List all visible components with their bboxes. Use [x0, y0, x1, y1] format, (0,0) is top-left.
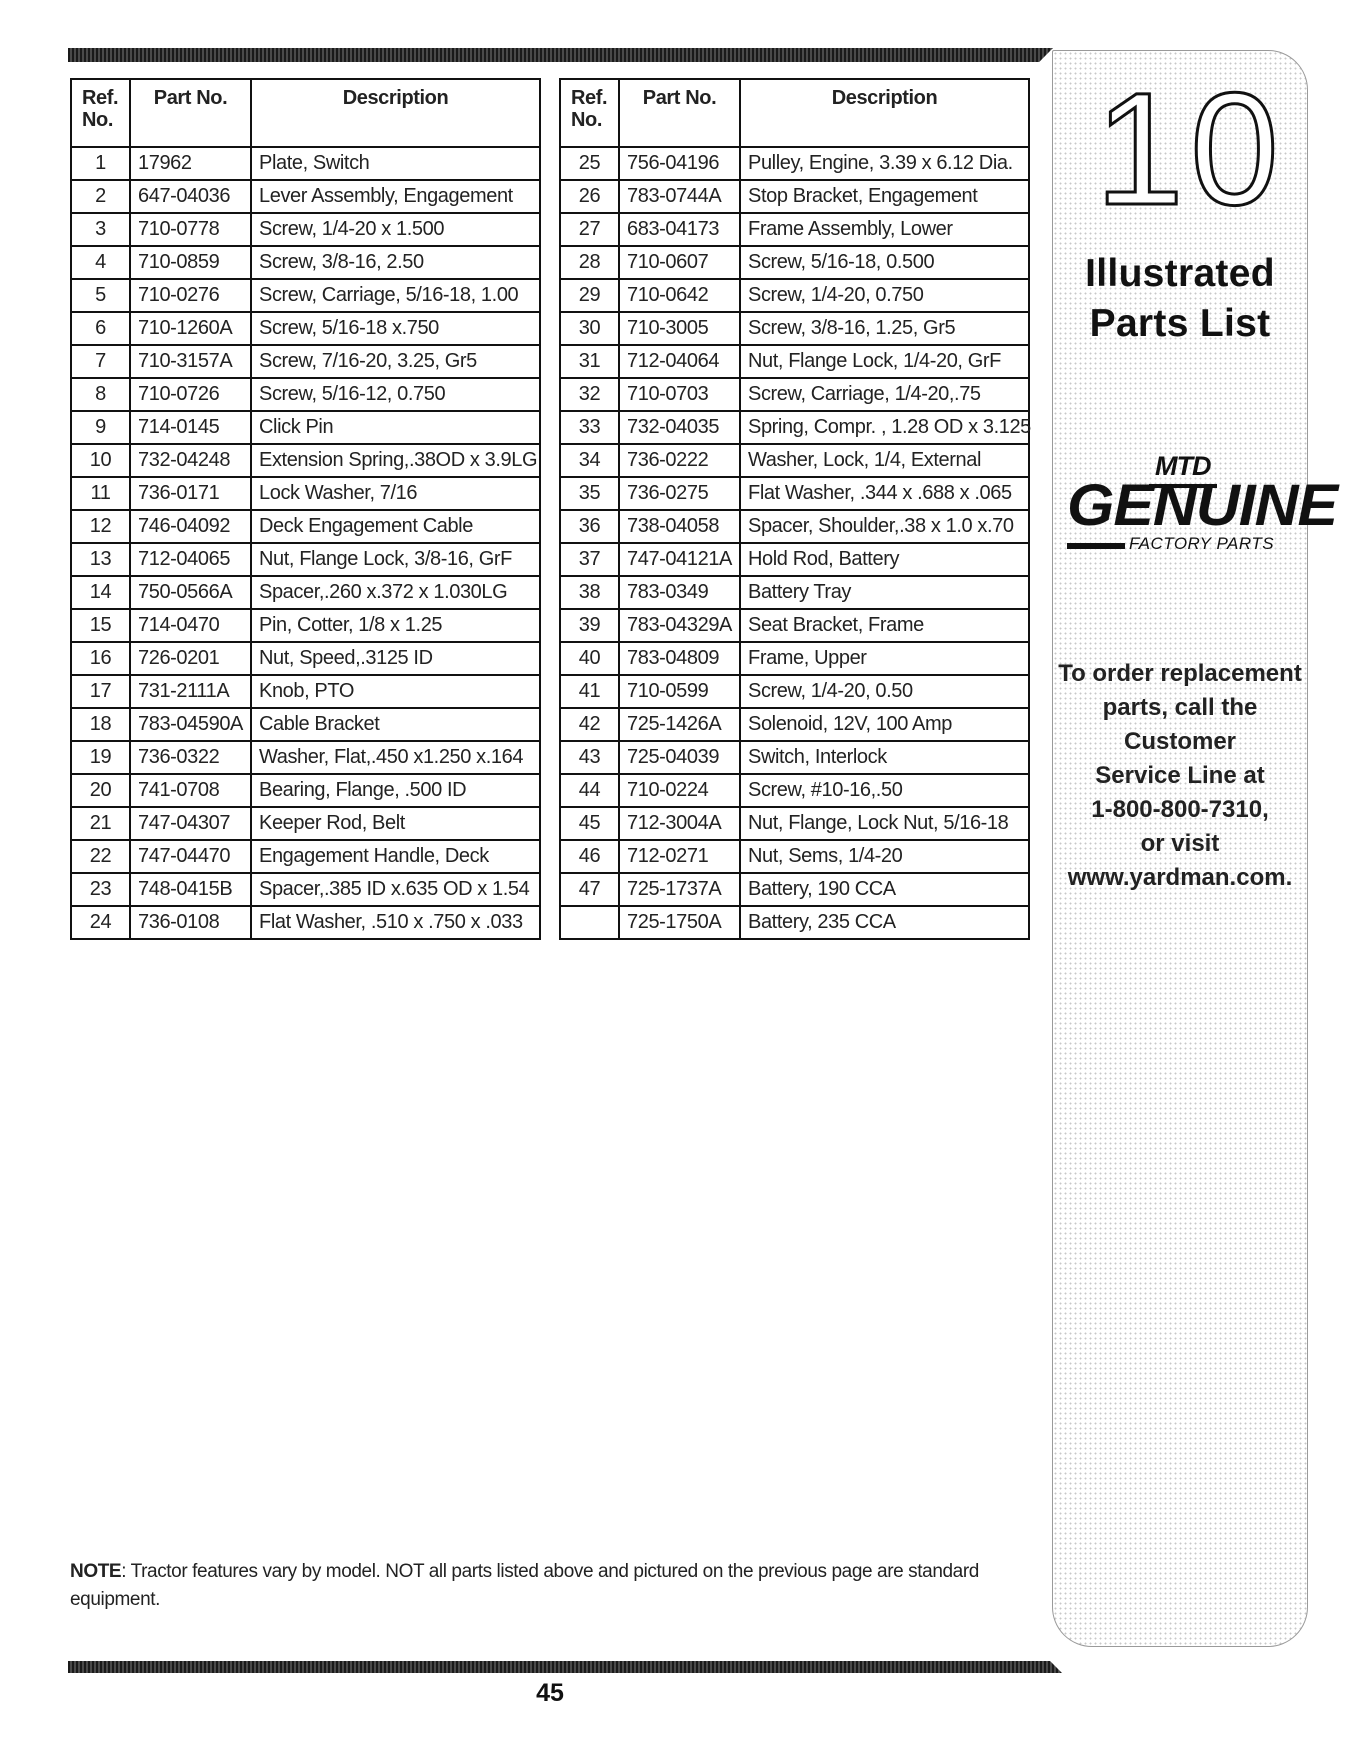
sidebar-title-line2: Parts List	[1089, 302, 1271, 345]
ref-no-cell: 36	[560, 510, 619, 543]
part-no-cell: 756-04196	[619, 147, 740, 180]
table-row	[71, 576, 540, 609]
ref-no-cell: 2	[71, 180, 130, 213]
table-row	[560, 642, 1029, 675]
part-no-cell: 738-04058	[619, 510, 740, 543]
website-link[interactable]: www.yardman.com.	[1067, 864, 1293, 891]
part-no-cell: 17962	[130, 147, 251, 180]
description-cell: Screw, 1/4-20, 0.50	[740, 675, 1029, 708]
table-row	[560, 576, 1029, 609]
part-no-cell: 746-04092	[130, 510, 251, 543]
part-no-cell: 647-04036	[130, 180, 251, 213]
ref-no-cell: 1	[71, 147, 130, 180]
ref-no-cell: 28	[560, 246, 619, 279]
ref-no-header: Ref. No.	[560, 79, 619, 147]
part-no-cell: 710-0642	[619, 279, 740, 312]
part-no-cell: 710-0599	[619, 675, 740, 708]
part-no-header: Part No.	[130, 79, 251, 147]
part-no-cell: 731-2111A	[130, 675, 251, 708]
part-no-cell: 736-0222	[619, 444, 740, 477]
ref-no-cell	[560, 906, 619, 939]
ref-no-cell: 38	[560, 576, 619, 609]
part-no-cell: 736-0171	[130, 477, 251, 510]
description-cell: Screw, 7/16-20, 3.25, Gr5	[251, 345, 540, 378]
order-line: or visit	[1140, 830, 1220, 857]
description-cell: Flat Washer, .344 x .688 x .065	[740, 477, 1029, 510]
description-cell: Spacer,.260 x.372 x 1.030LG	[251, 576, 540, 609]
ref-no-cell: 17	[71, 675, 130, 708]
table-row	[71, 642, 540, 675]
ref-no-cell: 12	[71, 510, 130, 543]
part-no-cell: 725-1426A	[619, 708, 740, 741]
table-row	[71, 708, 540, 741]
table-row	[560, 906, 1029, 939]
table-row	[71, 411, 540, 444]
part-no-cell: 710-0778	[130, 213, 251, 246]
logo-factory-text: FACTORY PARTS	[1129, 534, 1275, 553]
description-cell: Keeper Rod, Belt	[251, 807, 540, 840]
sidebar-title-line1: Illustrated	[1085, 252, 1275, 295]
ref-no-cell: 29	[560, 279, 619, 312]
description-cell: Screw, 5/16-18 x.750	[251, 312, 540, 345]
part-no-cell: 736-0108	[130, 906, 251, 939]
ref-no-cell: 45	[560, 807, 619, 840]
ref-no-cell: 19	[71, 741, 130, 774]
ref-no-cell: 31	[560, 345, 619, 378]
ref-no-cell: 21	[71, 807, 130, 840]
description-cell: Nut, Speed,.3125 ID	[251, 642, 540, 675]
ref-no-cell: 33	[560, 411, 619, 444]
table-row	[560, 147, 1029, 180]
description-header: Description	[251, 79, 540, 147]
chapter-number: 10	[1095, 59, 1285, 238]
ref-no-cell: 16	[71, 642, 130, 675]
note-text: : Tractor features vary by model. NOT all parts listed above and pictured on the previous page are standard equipment.	[70, 1561, 979, 1610]
phone-number: 1-800-800-7310,	[1091, 796, 1269, 823]
table-row	[560, 741, 1029, 774]
part-no-cell: 714-0470	[130, 609, 251, 642]
description-cell: Click Pin	[251, 411, 540, 444]
ref-no-cell: 22	[71, 840, 130, 873]
top-rule	[68, 48, 1053, 62]
ref-no-cell: 10	[71, 444, 130, 477]
part-no-cell: 714-0145	[130, 411, 251, 444]
order-line: parts, call the Customer	[1102, 694, 1258, 755]
table-row	[71, 906, 540, 939]
part-no-cell: 736-0322	[130, 741, 251, 774]
part-no-cell: 783-0349	[619, 576, 740, 609]
description-cell: Washer, Flat,.450 x1.250 x.164	[251, 741, 540, 774]
table-row	[560, 609, 1029, 642]
ref-no-cell: 23	[71, 873, 130, 906]
description-cell: Solenoid, 12V, 100 Amp	[740, 708, 1029, 741]
part-no-cell: 736-0275	[619, 477, 740, 510]
part-no-cell: 712-3004A	[619, 807, 740, 840]
table-row	[560, 213, 1029, 246]
ref-no-cell: 13	[71, 543, 130, 576]
description-cell: Battery Tray	[740, 576, 1029, 609]
table-header-row	[71, 79, 540, 147]
part-no-cell: 710-1260A	[130, 312, 251, 345]
ref-no-cell: 20	[71, 774, 130, 807]
ref-no-cell: 37	[560, 543, 619, 576]
table-row	[560, 807, 1029, 840]
table-header-row	[560, 79, 1029, 147]
description-cell: Screw, 5/16-12, 0.750	[251, 378, 540, 411]
part-no-cell: 710-0703	[619, 378, 740, 411]
ref-no-cell: 27	[560, 213, 619, 246]
order-line: To order replacement	[1058, 660, 1302, 687]
part-no-cell: 783-04590A	[130, 708, 251, 741]
table-row	[71, 543, 540, 576]
ref-no-cell: 40	[560, 642, 619, 675]
ref-no-cell: 47	[560, 873, 619, 906]
ref-no-cell: 15	[71, 609, 130, 642]
page-number: 45	[536, 1679, 564, 1707]
description-cell: Lock Washer, 7/16	[251, 477, 540, 510]
parts-table-left	[70, 78, 541, 940]
logo-mtd-text: MTD	[1155, 451, 1211, 481]
description-cell: Nut, Flange, Lock Nut, 5/16-18	[740, 807, 1029, 840]
table-row	[560, 675, 1029, 708]
table-row	[560, 543, 1029, 576]
description-cell: Nut, Flange Lock, 1/4-20, GrF	[740, 345, 1029, 378]
part-no-cell: 732-04248	[130, 444, 251, 477]
description-cell: Nut, Flange Lock, 3/8-16, GrF	[251, 543, 540, 576]
table-row	[71, 807, 540, 840]
ref-no-cell: 35	[560, 477, 619, 510]
part-no-cell: 712-04065	[130, 543, 251, 576]
description-cell: Pulley, Engine, 3.39 x 6.12 Dia.	[740, 147, 1029, 180]
description-cell: Screw, #10-16,.50	[740, 774, 1029, 807]
part-no-header: Part No.	[619, 79, 740, 147]
description-cell: Nut, Sems, 1/4-20	[740, 840, 1029, 873]
table-row	[71, 378, 540, 411]
table-row	[560, 708, 1029, 741]
part-no-cell: 710-0276	[130, 279, 251, 312]
table-row	[71, 741, 540, 774]
part-no-cell: 710-0859	[130, 246, 251, 279]
part-no-cell: 710-3157A	[130, 345, 251, 378]
description-cell: Deck Engagement Cable	[251, 510, 540, 543]
description-cell: Screw, Carriage, 5/16-18, 1.00	[251, 279, 540, 312]
logo-bar	[1067, 543, 1125, 549]
ref-no-cell: 42	[560, 708, 619, 741]
table-row	[71, 312, 540, 345]
ref-no-cell: 8	[71, 378, 130, 411]
ref-no-cell: 9	[71, 411, 130, 444]
ref-no-cell: 14	[71, 576, 130, 609]
part-no-cell: 747-04121A	[619, 543, 740, 576]
mtd-genuine-logo	[1067, 451, 1338, 561]
table-row	[71, 345, 540, 378]
table-row	[560, 477, 1029, 510]
ref-no-cell: 5	[71, 279, 130, 312]
part-no-cell: 712-0271	[619, 840, 740, 873]
description-cell: Screw, 1/4-20, 0.750	[740, 279, 1029, 312]
part-no-cell: 725-04039	[619, 741, 740, 774]
description-cell: Seat Bracket, Frame	[740, 609, 1029, 642]
table-row	[71, 675, 540, 708]
description-cell: Lever Assembly, Engagement	[251, 180, 540, 213]
ref-no-cell: 4	[71, 246, 130, 279]
table-row	[71, 444, 540, 477]
description-cell: Bearing, Flange, .500 ID	[251, 774, 540, 807]
ref-no-cell: 7	[71, 345, 130, 378]
description-cell: Spacer, Shoulder,.38 x 1.0 x.70	[740, 510, 1029, 543]
ref-no-cell: 39	[560, 609, 619, 642]
chapter-sidebar	[1052, 50, 1338, 1647]
table-row	[560, 378, 1029, 411]
description-cell: Pin, Cotter, 1/8 x 1.25	[251, 609, 540, 642]
table-row	[560, 312, 1029, 345]
table-row	[560, 246, 1029, 279]
description-cell: Screw, 5/16-18, 0.500	[740, 246, 1029, 279]
part-no-cell: 783-0744A	[619, 180, 740, 213]
part-no-cell: 783-04329A	[619, 609, 740, 642]
table-row	[71, 279, 540, 312]
description-cell: Screw, 3/8-16, 1.25, Gr5	[740, 312, 1029, 345]
description-cell: Extension Spring,.38OD x 3.9LG	[251, 444, 540, 477]
table-row	[71, 510, 540, 543]
part-no-cell: 750-0566A	[130, 576, 251, 609]
part-no-cell: 710-3005	[619, 312, 740, 345]
ref-no-header: Ref. No.	[71, 79, 130, 147]
description-cell: Frame Assembly, Lower	[740, 213, 1029, 246]
logo-genuine-text: GENUINE	[1067, 473, 1338, 538]
description-cell: Switch, Interlock	[740, 741, 1029, 774]
table-row	[71, 180, 540, 213]
ref-no-cell: 3	[71, 213, 130, 246]
description-cell: Battery, 235 CCA	[740, 906, 1029, 939]
ref-no-cell: 41	[560, 675, 619, 708]
part-no-cell: 683-04173	[619, 213, 740, 246]
part-no-cell: 725-1750A	[619, 906, 740, 939]
description-cell: Screw, 3/8-16, 2.50	[251, 246, 540, 279]
description-cell: Knob, PTO	[251, 675, 540, 708]
ref-no-cell: 6	[71, 312, 130, 345]
part-no-cell: 710-0607	[619, 246, 740, 279]
table-row	[560, 279, 1029, 312]
description-header: Description	[740, 79, 1029, 147]
table-row	[560, 180, 1029, 213]
description-cell: Spring, Compr. , 1.28 OD x 3.125	[740, 411, 1029, 444]
part-no-cell: 747-04470	[130, 840, 251, 873]
table-row	[71, 840, 540, 873]
ref-no-cell: 34	[560, 444, 619, 477]
note-paragraph	[70, 1558, 1010, 1614]
table-row	[71, 873, 540, 906]
table-row	[560, 411, 1029, 444]
part-no-cell: 741-0708	[130, 774, 251, 807]
ref-no-cell: 25	[560, 147, 619, 180]
table-row	[71, 213, 540, 246]
table-row	[71, 609, 540, 642]
table-row	[560, 345, 1029, 378]
table-row	[71, 774, 540, 807]
parts-table-right	[559, 78, 1030, 940]
table-row	[560, 444, 1029, 477]
table-row	[560, 510, 1029, 543]
description-cell: Flat Washer, .510 x .750 x .033	[251, 906, 540, 939]
description-cell: Stop Bracket, Engagement	[740, 180, 1029, 213]
description-cell: Screw, Carriage, 1/4-20,.75	[740, 378, 1029, 411]
part-no-cell: 710-0224	[619, 774, 740, 807]
table-row	[560, 873, 1029, 906]
ref-no-cell: 26	[560, 180, 619, 213]
part-no-cell: 783-04809	[619, 642, 740, 675]
bottom-rule	[68, 1661, 1062, 1673]
ref-no-cell: 11	[71, 477, 130, 510]
description-cell: Cable Bracket	[251, 708, 540, 741]
part-no-cell: 726-0201	[130, 642, 251, 675]
table-row	[71, 477, 540, 510]
description-cell: Plate, Switch	[251, 147, 540, 180]
ref-no-cell: 32	[560, 378, 619, 411]
ref-no-cell: 30	[560, 312, 619, 345]
description-cell: Battery, 190 CCA	[740, 873, 1029, 906]
note-label: NOTE	[70, 1561, 122, 1582]
part-no-cell: 725-1737A	[619, 873, 740, 906]
description-cell: Screw, 1/4-20 x 1.500	[251, 213, 540, 246]
description-cell: Washer, Lock, 1/4, External	[740, 444, 1029, 477]
order-info	[1053, 657, 1307, 895]
table-row	[71, 246, 540, 279]
ref-no-cell: 46	[560, 840, 619, 873]
part-no-cell: 710-0726	[130, 378, 251, 411]
table-row	[71, 147, 540, 180]
part-no-cell: 748-0415B	[130, 873, 251, 906]
description-cell: Engagement Handle, Deck	[251, 840, 540, 873]
ref-no-cell: 43	[560, 741, 619, 774]
ref-no-cell: 44	[560, 774, 619, 807]
description-cell: Spacer,.385 ID x.635 OD x 1.54	[251, 873, 540, 906]
description-cell: Hold Rod, Battery	[740, 543, 1029, 576]
description-cell: Frame, Upper	[740, 642, 1029, 675]
ref-no-cell: 18	[71, 708, 130, 741]
part-no-cell: 712-04064	[619, 345, 740, 378]
table-row	[560, 774, 1029, 807]
part-no-cell: 732-04035	[619, 411, 740, 444]
part-no-cell: 747-04307	[130, 807, 251, 840]
order-line: Service Line at	[1095, 762, 1265, 789]
table-row	[560, 840, 1029, 873]
ref-no-cell: 24	[71, 906, 130, 939]
